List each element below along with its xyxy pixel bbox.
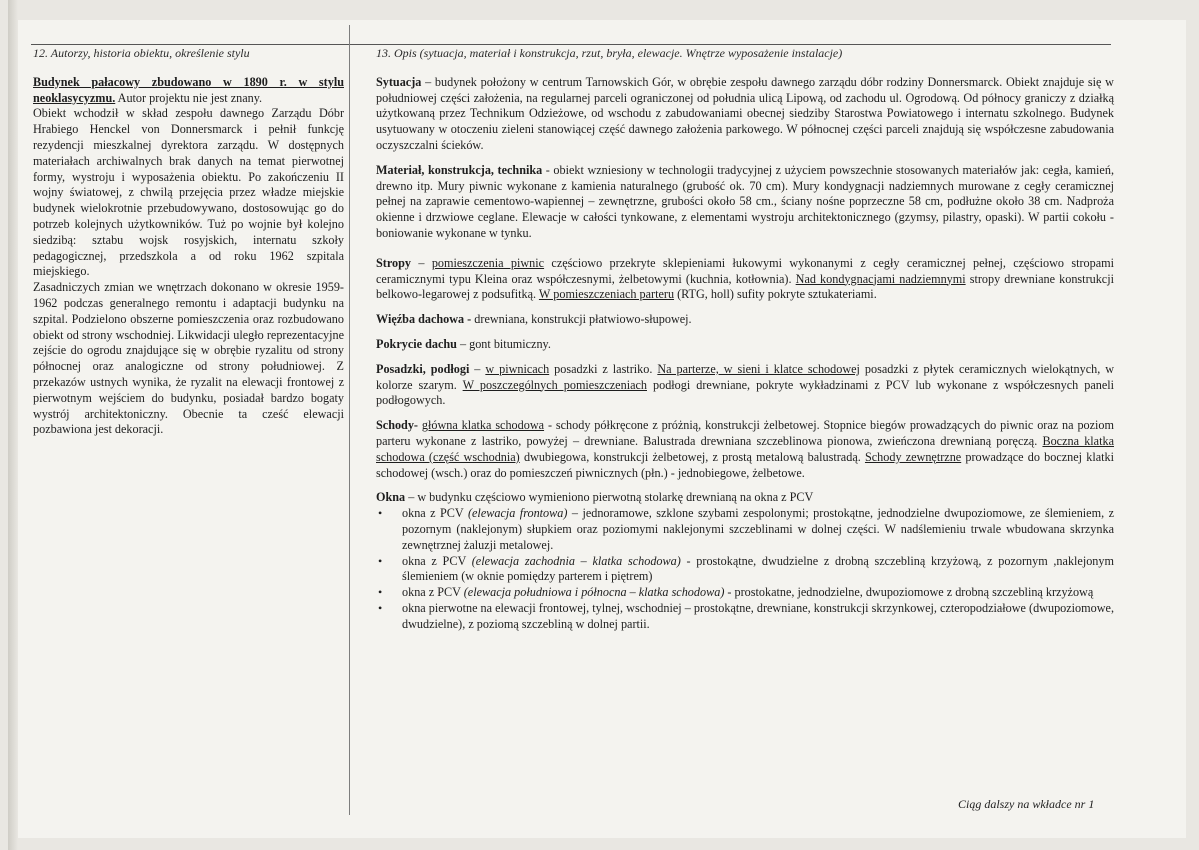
history-paragraph-1: Obiekt wchodził w skład zespołu dawnego Zarządu Dóbr Hrabiego Henckel von Donnersmarck i pełnił funkcję rezydencji mieszkalnej dyrektora zarządu. W dostępnych materiałach archiwalnych brak danych na temat pierwotnej formy, wystroju i wyposażenia obiektu. Po zakończeniu II wojny światowej, z chwilą przejęcia przez władze miejskie budynek wielokrotnie przebudowywano, dostosowując go do potrzeb kolejnych użytkowników. Tuż po wojnie był kolejno siedzibą: sztabu wojsk rosyjskich, internatu szkoły pedagogicznej, przedszkola a od roku 1962 szpitala miejskiego. <box>33 106 344 279</box>
section-13-header: 13. Opis (sytuacja, materiał i konstrukcja, rzut, bryła, elewacje. Wnętrze wyposażenie instalacje) <box>376 46 843 60</box>
material-lead: Materiał, konstrukcja, technika <box>376 162 543 177</box>
stropy-underline-1: pomieszczenia piwnic <box>431 255 545 270</box>
posadzki-text-4: podłogi drewniane, pokryte wykładzinami z PCV lub wykonane z współczesnych paneli podłogowych. <box>376 377 1115 408</box>
schody-lead: Schody- <box>376 418 418 433</box>
okna-item-text: - prostokątne, dwudzielne z drobną szczebliną krzyżową, z pozornym ,naklejonym ślemieniem (w oknie pomiędzy parterem i piętrem) <box>402 553 1114 584</box>
intro-rest: Autor projektu nie jest znany. <box>115 90 263 105</box>
posadzki-paragraph <box>376 362 1114 409</box>
right-column <box>376 46 1114 633</box>
stropy-paragraph <box>376 256 1114 303</box>
stropy-text-2: częściowo przekryte sklepieniami łukowymi wykonanymi z cegły ceramicznej pełnej, częściowo stropami ceramicznymi typu Kleina oraz współczesnymi, żelbetowymi (kuchnia, kotłownia). <box>376 255 1114 286</box>
posadzki-underline-2: Na parterze, w sieni i klatce schodowej <box>657 361 860 376</box>
stropy-underline-3: W pomieszczeniach parteru <box>538 287 675 302</box>
schody-underline-3: Schody zewnętrzne <box>864 449 962 464</box>
okna-item <box>402 601 1114 633</box>
okna-item-text: okna pierwotne na elewacji frontowej, tylnej, wschodniej – prostokątne, drewniane, konstrukcji skrzynkowej, czteropodziałowe (dwupoziomowe, dwudzielne), z poziomą szczebliną w dolnej partii. <box>402 600 1114 631</box>
pokrycie-paragraph <box>376 337 1114 353</box>
posadzki-underline-1: w piwnicach <box>485 361 550 376</box>
wiezba-paragraph <box>376 312 1114 328</box>
okna-item-text: okna z PCV <box>402 506 468 521</box>
pokrycie-text: – gont bitumiczny. <box>456 336 551 351</box>
history-paragraph-2: Zasadniczych zmian we wnętrzach dokonano w okresie 1959-1962 podczas generalnego remontu i adaptacji budynku na szpital. Podzielono obszerne pomieszczenia oraz rozbudowano obiekt od strony wschodniej. Likwidacji uległo reprezentacyjne zejście do ogrodu znajdujące się w obrębie ryzalitu od strony północnej oraz analogiczne od strony południowej. Z przekazów ustnych wynika, że ryzalit na elewacji frontowej z pierwotnym wejściem do budynku, posiadał bardzo bogaty wystrój architektoniczny. Obecnie ta cześć elewacji pozbawiona jest dekoracji. <box>33 280 344 437</box>
page-scan-edge <box>8 0 18 850</box>
posadzki-text-2: posadzki z lastriko. <box>549 361 658 376</box>
okna-item <box>402 585 1114 601</box>
intro-underlined: Budynek pałacowy zbudowano w 1890 r. w stylu neoklasycyzmu. <box>33 74 344 105</box>
pokrycie-lead: Pokrycie dachu <box>376 336 457 351</box>
stropy-lead: Stropy <box>376 255 411 270</box>
posadzki-text-1: – <box>469 361 486 376</box>
top-rule <box>31 44 1111 45</box>
sytuacja-text: – budynek położony w centrum Tarnowskich Gór, w obrębie zespołu dawnego zarządu dóbr rodziny Donnersmarck. Obiekt znajduje się w południowej części założenia, na regularnej parceli ograniczonej od południa ulicą Lipową, od zachodu ul. Ogrodową. Od północy graniczy z działką użytkowaną przez Technikum Odzieżowe, od wschodu z zabudowaniami obecnej siedziby Starostwa Powiatowego i internatu szkolnego. Budynek usytuowany w otoczeniu zieleni stanowiącej część dawnego założenia parkowego. W północnej części parceli znajdują się współczesne zabudowania oczyszczalni ścieków. <box>376 74 1114 152</box>
okna-item-italic: (elewacja zachodnia – klatka schodowa) <box>471 553 681 568</box>
posadzki-text-3: posadzki z płytek ceramicznych wielokątnych, w kolorze szarym. <box>376 361 1115 392</box>
stropy-text-3: stropy drewniane konstrukcji belkowo-legarowej z podsufitką. <box>376 271 1114 302</box>
stropy-text-4: (RTG, holl) sufity pokryte sztukateriami. <box>674 287 877 302</box>
okna-text: – w budynku częściowo wymieniono pierwotną stolarkę drewnianą na okna z PCV <box>405 490 814 505</box>
okna-item-text: – jednoramowe, szklone szybami zespolonymi; prostokątne, jednodzielne dwupoziomowe, ze ślemieniem, z pozornym (naklejonym) słupkiem oraz poziomymi naklejonymi szczeblinami w dolnej części. W nadślemieniu trwale wbudowana skrzynka zewnętrznej żaluzji metalowej. <box>402 506 1114 552</box>
stropy-underline-2: Nad kondygnacjami nadziemnymi <box>795 271 966 286</box>
okna-list <box>376 506 1114 632</box>
okna-item-italic: (elewacja frontowa) <box>467 506 568 521</box>
wiezba-lead: Więźba dachowa - <box>376 312 472 327</box>
intro-paragraph <box>33 75 344 107</box>
okna-item <box>402 554 1114 586</box>
stropy-text-1: – <box>411 255 432 270</box>
continuation-note: Ciąg dalszy na wkładce nr 1 <box>958 797 1095 811</box>
column-divider <box>349 25 350 815</box>
schody-paragraph <box>376 418 1114 481</box>
okna-item <box>402 506 1114 553</box>
okna-item-text: - prostokatne, jednodzielne, dwupoziomowe z drobną szczebliną krzyżową <box>724 585 1094 600</box>
section-12-header: 12. Autorzy, historia obiektu, określenie stylu <box>33 46 250 60</box>
sytuacja-paragraph <box>376 75 1114 154</box>
posadzki-lead: Posadzki, podłogi <box>376 361 470 376</box>
schody-underline-2: Boczna klatka schodowa (część wschodnia) <box>376 433 1114 464</box>
okna-item-text: okna z PCV <box>402 553 472 568</box>
schody-text-3: dwubiegowa, konstrukcji żelbetowej, z prostą metalową balustradą. <box>519 449 865 464</box>
schody-underline-1: główna klatka schodowa <box>421 418 545 433</box>
wiezba-text: drewniana, konstrukcji płatwiowo-słupowej. <box>471 312 692 327</box>
schody-text-2: - schody półkręcone z próżnią, konstrukcji żelbetowej. Stopnice biegów prowadzących do piwnic oraz na poziom parteru wykonane z lastriko, powyżej – drewniane. Balustrada drewniana szczeblinowa pionowa, zwieńczona drewnianą poręczą. <box>376 418 1114 448</box>
okna-item-italic: (elewacja południowa i północna – klatka schodowa) <box>463 585 725 600</box>
left-column <box>33 46 344 438</box>
okna-lead: Okna <box>376 490 406 505</box>
posadzki-underline-3: W poszczególnych pomieszczeniach <box>462 377 647 392</box>
okna-item-text: okna z PCV <box>402 585 464 600</box>
material-text: - obiekt wzniesiony w technologii tradycyjnej z użyciem powszechnie stosowanych materiałów jak: cegła, kamień, drewno itp. Mury piwnic wykonane z kamienia naturalnego (grubość ok. 70 cm). Mury kondygnacji nadziemnych murowane z cegły ceramicznej pełnej na zaprawie cementowo-wapiennej – zewnętrzne, grubości około 58 cm., ściany nośne poprzeczne 58 cm, podłużne około 38 cm. Nadproża okienne i drzwiowe ceglane. Elewacje w całości tynkowane, z elementami wystroju architektonicznego (gzymsy, pilastry, opaski). W partii cokołu - boniowanie wykonane w tynku. <box>376 162 1114 240</box>
material-paragraph <box>376 163 1114 242</box>
sytuacja-lead: Sytuacja <box>376 74 422 89</box>
schody-text-4: prowadzące do bocznej klatki schodowej (wsch.) oraz do pomieszczeń piwnicznych (płn.) - jednobiegowe, żelbetowe. <box>376 449 1114 480</box>
okna-paragraph <box>376 490 1114 506</box>
